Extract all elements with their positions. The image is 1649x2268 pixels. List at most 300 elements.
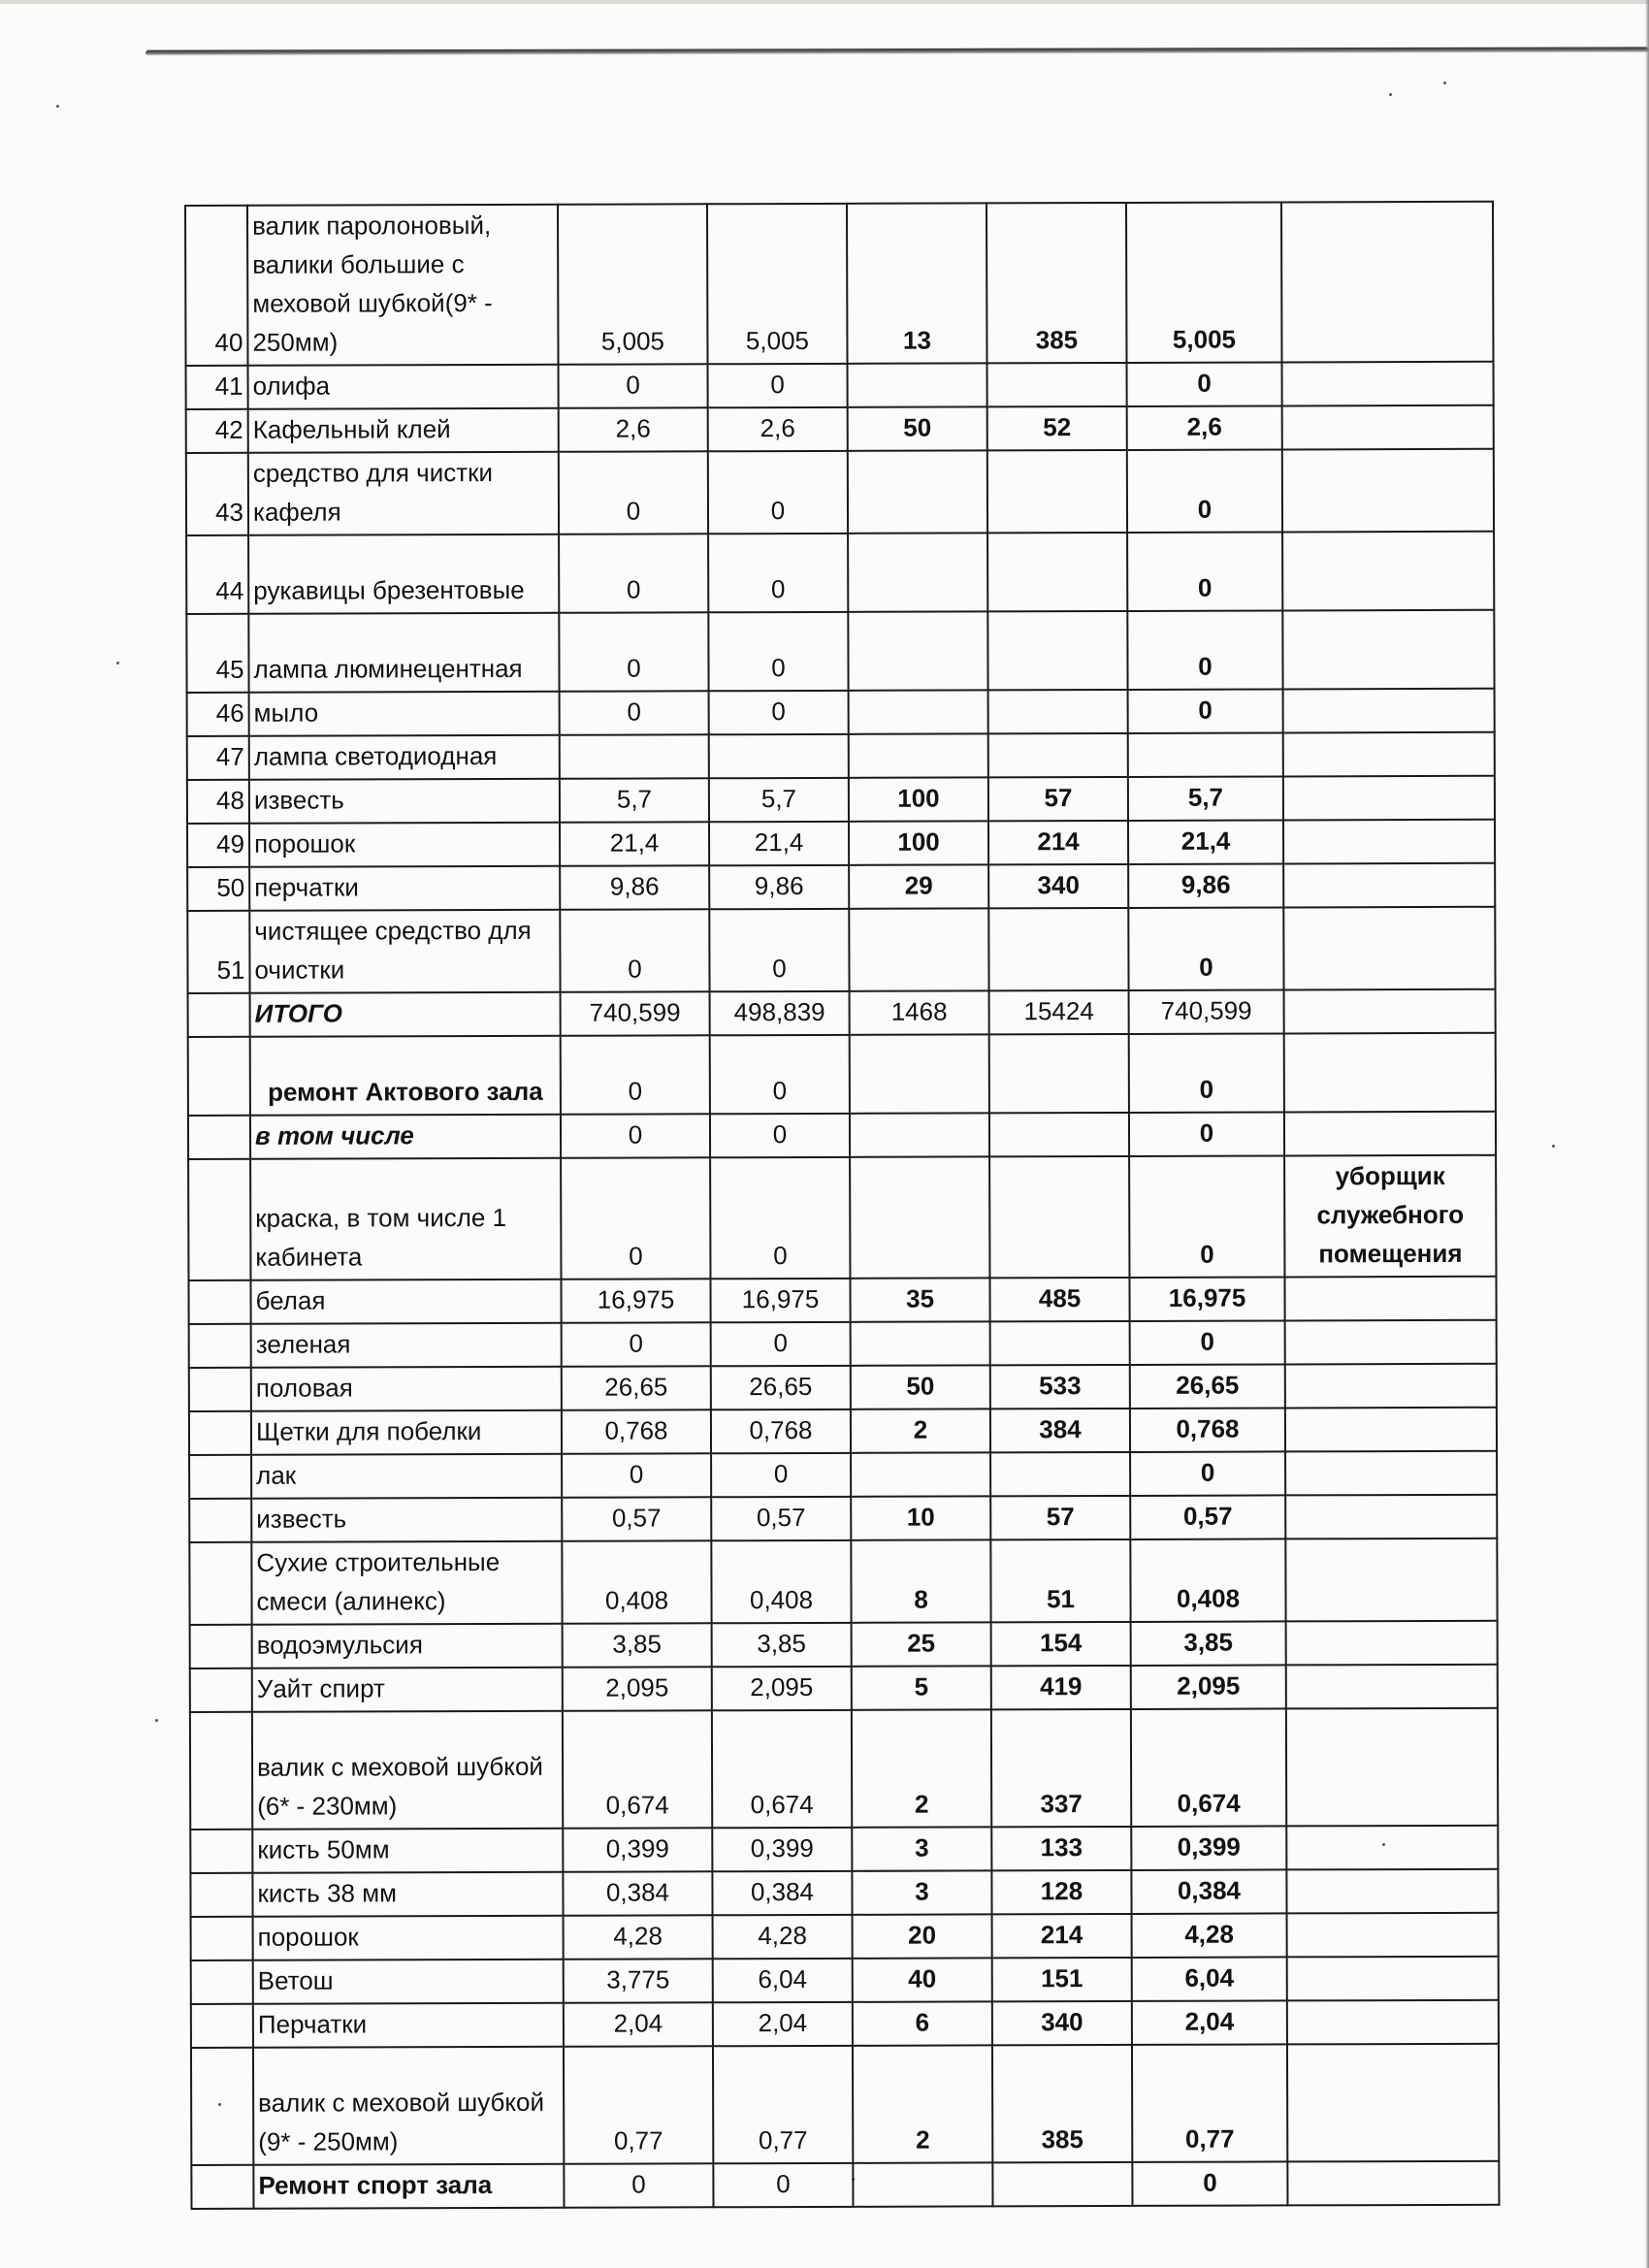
note <box>1286 1826 1498 1870</box>
item-name: чистящее средство для очистки <box>249 910 560 993</box>
note <box>1287 2044 1499 2162</box>
value-2: 2,6 <box>708 407 848 451</box>
quantity: 3 <box>852 1870 991 1914</box>
price: 214 <box>992 1914 1132 1958</box>
total-label: ИТОГО <box>250 992 561 1037</box>
total: 26,65 <box>1130 1364 1285 1409</box>
value-1: 0 <box>559 612 708 691</box>
note <box>1287 1913 1499 1958</box>
total: 2,095 <box>1131 1665 1286 1709</box>
value-2: 0,399 <box>712 1828 852 1871</box>
note <box>1282 610 1494 690</box>
value-1: 21,4 <box>560 822 709 865</box>
value-1: 0 <box>561 1035 710 1114</box>
note <box>1285 1539 1497 1622</box>
value-2: 9,86 <box>709 865 849 909</box>
item-name: белая <box>250 1280 561 1324</box>
table-row <box>191 1913 1499 1960</box>
item-name: лампа люминецентная <box>248 613 559 693</box>
total: 5,7 <box>1128 776 1283 821</box>
row-number <box>191 1960 253 2004</box>
price: 151 <box>992 1958 1132 2001</box>
value-2 <box>709 734 849 778</box>
quantity: 40 <box>853 1958 992 2001</box>
row-number <box>191 2165 253 2209</box>
value-1: 0 <box>564 2163 713 2207</box>
quantity: 50 <box>851 1365 990 1409</box>
table-row <box>189 1408 1497 1455</box>
value-2: 26,65 <box>711 1366 851 1409</box>
item-name: зеленая <box>251 1323 562 1368</box>
section-title: ремонт Актового зала <box>250 1036 561 1116</box>
total <box>1128 732 1283 777</box>
item-name: валик паролоновый, валики большие с меховой шубкой(9* - 250мм) <box>247 205 559 366</box>
quantity: 25 <box>852 1622 991 1666</box>
value-2: 0,408 <box>711 1540 851 1623</box>
price <box>990 1452 1130 1496</box>
value-1: 0,57 <box>562 1497 711 1540</box>
value-2: 0,674 <box>712 1710 852 1828</box>
price: 340 <box>988 864 1128 908</box>
value-1: 0 <box>560 691 709 734</box>
table-row <box>189 1539 1497 1625</box>
table-row <box>188 1112 1496 1159</box>
note <box>1285 1364 1497 1409</box>
total: 0 <box>1129 1112 1284 1156</box>
total: 0 <box>1128 907 1283 990</box>
table-row <box>190 1869 1498 1917</box>
row-number <box>191 2048 253 2165</box>
table-row <box>190 1621 1498 1669</box>
row-number: 41 <box>186 366 248 409</box>
item-name: Сухие строительные смеси (алинекс) <box>251 1541 562 1625</box>
item-name: Уайт спирт <box>252 1668 563 1712</box>
total: 0,674 <box>1131 1708 1286 1827</box>
total: 0 <box>1127 532 1282 611</box>
note <box>1285 1320 1497 1365</box>
table-row <box>187 689 1495 736</box>
total-row <box>188 989 1496 1037</box>
table-row <box>191 1957 1499 2004</box>
subsection-label: в том числе <box>250 1115 561 1159</box>
row-number <box>189 1455 251 1499</box>
scan-right-edge <box>1645 0 1649 2268</box>
price <box>992 2162 1132 2206</box>
price <box>989 1156 1129 1278</box>
value-1: 0,77 <box>564 2046 713 2163</box>
note <box>1283 689 1495 733</box>
quantity: 5 <box>852 1666 991 1709</box>
note <box>1282 405 1494 450</box>
note <box>1283 732 1495 777</box>
value-1: 0,408 <box>562 1540 711 1623</box>
total: 0,768 <box>1130 1408 1285 1452</box>
value-2: 0,768 <box>711 1409 851 1453</box>
note <box>1282 532 1494 611</box>
scan-top-edge <box>0 0 1649 4</box>
note <box>1287 1957 1499 2001</box>
quantity <box>850 1034 989 1113</box>
table-row <box>186 362 1494 409</box>
total: 0,408 <box>1130 1539 1285 1622</box>
row-number <box>189 1368 251 1411</box>
note <box>1285 1495 1497 1539</box>
scan-speck <box>1552 1145 1555 1148</box>
quantity: 20 <box>853 1914 992 1958</box>
value-1: 0,768 <box>562 1409 711 1453</box>
price: 485 <box>989 1278 1129 1321</box>
value-2: 0 <box>711 1322 851 1366</box>
price: 384 <box>990 1409 1130 1452</box>
total: 5,005 <box>1126 202 1282 363</box>
note <box>1287 2161 1499 2206</box>
value-1: 2,095 <box>563 1667 712 1710</box>
note <box>1282 362 1494 406</box>
row-number <box>191 2004 253 2048</box>
row-number <box>190 1625 252 1669</box>
total: 3,85 <box>1131 1621 1286 1666</box>
total: 0,77 <box>1132 2044 1287 2162</box>
row-number: 42 <box>186 409 248 453</box>
value-1: 3,85 <box>563 1623 712 1667</box>
position-note: уборщик служебного помещения <box>1284 1155 1496 1278</box>
table-row <box>190 1708 1498 1830</box>
quantity <box>849 690 988 733</box>
quantity <box>853 2162 992 2206</box>
price: 52 <box>987 406 1127 450</box>
row-number <box>188 1280 250 1324</box>
row-number <box>190 1830 252 1873</box>
table-row <box>187 820 1495 867</box>
quantity <box>848 363 987 406</box>
value-2: 0 <box>708 364 848 407</box>
price: 15424 <box>989 990 1129 1034</box>
price <box>987 533 1127 611</box>
quantity <box>848 611 987 690</box>
table-row <box>191 2000 1499 2048</box>
scan-speck <box>116 662 119 664</box>
table-row <box>189 1451 1497 1499</box>
note <box>1283 820 1495 864</box>
price: 340 <box>992 2001 1132 2045</box>
table-row <box>190 1826 1498 1873</box>
quantity <box>850 1113 989 1156</box>
price: 133 <box>991 1827 1131 1870</box>
quantity: 10 <box>851 1496 990 1539</box>
note <box>1281 202 1494 363</box>
price <box>990 1321 1130 1365</box>
price <box>988 908 1128 990</box>
item-name: кисть 50мм <box>252 1829 563 1873</box>
total: 2,04 <box>1132 2000 1287 2045</box>
row-number <box>189 1499 251 1542</box>
price <box>989 1113 1129 1156</box>
scan-speck <box>1443 81 1446 84</box>
quantity <box>849 733 988 777</box>
row-number <box>190 1669 252 1712</box>
quantity: 29 <box>849 864 988 908</box>
table-row <box>187 907 1495 993</box>
row-number <box>188 1116 250 1159</box>
quantity: 13 <box>847 203 987 363</box>
value-1: 0 <box>559 534 708 612</box>
value-2: 21,4 <box>709 822 849 865</box>
table-row <box>189 1364 1497 1411</box>
value-1: 2,04 <box>564 2002 713 2046</box>
value-1 <box>560 734 709 778</box>
value-2: 6,04 <box>713 1959 853 2002</box>
value-1: 9,86 <box>560 865 709 909</box>
row-number <box>188 1159 250 1280</box>
value-2: 0 <box>710 1157 850 1279</box>
price: 57 <box>988 777 1128 821</box>
item-name: порошок <box>249 823 560 867</box>
quantity: 100 <box>849 777 988 821</box>
item-name: лак <box>251 1454 562 1499</box>
note <box>1283 907 1495 990</box>
row-number: 46 <box>187 693 249 736</box>
price <box>988 690 1128 733</box>
row-number: 48 <box>187 780 249 824</box>
table-row <box>187 732 1495 780</box>
table-row <box>187 776 1495 824</box>
table-row <box>185 202 1494 366</box>
table-row <box>186 532 1494 614</box>
scan-speck <box>56 105 59 108</box>
value-1: 740,599 <box>561 991 710 1035</box>
table-row <box>189 1495 1497 1542</box>
table-row <box>186 449 1494 535</box>
section-row <box>188 1033 1496 1116</box>
total: 0 <box>1129 1033 1284 1113</box>
total: 740,599 <box>1129 989 1284 1034</box>
row-number: 51 <box>187 911 249 993</box>
price: 385 <box>986 203 1127 363</box>
value-2: 0,384 <box>712 1871 852 1915</box>
note <box>1286 1621 1498 1666</box>
value-1: 0 <box>562 1453 711 1497</box>
total: 21,4 <box>1128 820 1283 864</box>
quantity: 1468 <box>850 990 989 1034</box>
item-name: половая <box>251 1367 562 1411</box>
value-1: 0,399 <box>563 1828 712 1871</box>
value-2: 0 <box>708 534 848 612</box>
value-1: 4,28 <box>564 1915 713 1959</box>
item-name: перчатки <box>249 866 560 911</box>
quantity <box>848 533 987 611</box>
note <box>1286 1869 1498 1914</box>
price: 385 <box>992 2045 1132 2162</box>
row-number <box>189 1411 251 1455</box>
value-2: 5,005 <box>707 204 848 364</box>
quantity <box>851 1452 990 1496</box>
note <box>1285 1408 1497 1452</box>
row-number: 43 <box>186 453 248 535</box>
materials-table <box>184 201 1500 2210</box>
value-1: 26,65 <box>562 1366 711 1409</box>
table-row <box>188 1155 1496 1280</box>
row-number: 49 <box>187 824 249 867</box>
total: 0 <box>1130 1320 1285 1365</box>
row-number <box>188 993 250 1037</box>
quantity: 100 <box>849 821 988 864</box>
value-2: 0 <box>709 691 849 734</box>
item-name: Перчатки <box>253 2003 564 2048</box>
value-2: 0 <box>710 1035 850 1114</box>
quantity <box>850 1156 989 1278</box>
quantity: 6 <box>853 2001 992 2045</box>
value-1: 5,005 <box>558 204 708 364</box>
price: 51 <box>990 1539 1130 1622</box>
price: 533 <box>990 1365 1130 1409</box>
total: 0,57 <box>1130 1495 1285 1539</box>
value-2: 5,7 <box>709 778 849 822</box>
value-2: 0,77 <box>713 2046 853 2163</box>
note <box>1286 1665 1498 1709</box>
table-row <box>191 2044 1499 2165</box>
price <box>987 450 1127 533</box>
row-number: 47 <box>187 736 249 780</box>
price: 419 <box>991 1666 1131 1709</box>
value-1: 2,6 <box>559 407 708 451</box>
section-row <box>191 2161 1499 2209</box>
scan-speck <box>1389 93 1392 96</box>
price: 128 <box>991 1870 1131 1914</box>
note <box>1283 863 1495 908</box>
total: 0 <box>1130 1451 1285 1496</box>
item-name: известь <box>251 1498 562 1542</box>
scan-speck <box>155 1719 158 1722</box>
row-number <box>190 1873 252 1917</box>
item-name: Ветош <box>253 1960 564 2004</box>
table-row <box>186 610 1494 693</box>
total: 0 <box>1127 362 1282 406</box>
row-number <box>189 1324 251 1368</box>
value-2: 0 <box>710 1114 850 1157</box>
total: 16,975 <box>1129 1277 1284 1321</box>
total: 6,04 <box>1132 1957 1287 2001</box>
table-row <box>188 1277 1496 1324</box>
note <box>1283 776 1495 821</box>
value-2: 16,975 <box>710 1279 850 1322</box>
row-number: 45 <box>186 614 248 693</box>
total: 0 <box>1128 689 1283 733</box>
value-2: 2,095 <box>712 1667 852 1710</box>
table-row <box>187 863 1495 911</box>
table-row <box>186 405 1494 453</box>
note <box>1287 2000 1499 2045</box>
value-2: 0,57 <box>711 1497 851 1540</box>
item-name: Щетки для побелки <box>251 1410 562 1455</box>
quantity <box>848 450 987 533</box>
value-2: 498,839 <box>710 991 850 1035</box>
item-name: рукавицы брезентовые <box>248 535 559 614</box>
note <box>1282 449 1494 533</box>
total: 0 <box>1132 2161 1287 2206</box>
total: 0,384 <box>1131 1869 1286 1914</box>
row-number <box>190 1712 252 1830</box>
item-name: олифа <box>248 365 559 409</box>
item-name: порошок <box>253 1916 564 1960</box>
scan-paper-edge <box>146 47 1649 55</box>
row-number <box>188 1037 250 1116</box>
quantity <box>851 1321 990 1365</box>
item-name: известь <box>249 779 560 824</box>
value-2: 0 <box>708 612 848 691</box>
value-1: 0 <box>560 909 709 991</box>
value-1: 0 <box>561 1157 710 1279</box>
quantity: 8 <box>851 1539 990 1622</box>
total: 0 <box>1127 449 1282 533</box>
value-1: 0 <box>559 364 708 407</box>
note <box>1284 1112 1496 1156</box>
value-2: 0 <box>708 451 848 534</box>
value-2: 0 <box>709 909 849 991</box>
value-2: 2,04 <box>713 2002 853 2046</box>
quantity: 2 <box>853 2045 992 2162</box>
value-1: 16,975 <box>561 1279 710 1322</box>
note <box>1284 1277 1496 1321</box>
row-number: 44 <box>186 535 248 614</box>
value-2: 3,85 <box>712 1623 852 1667</box>
row-number: 50 <box>187 867 249 911</box>
item-name: лампа светодиодная <box>249 735 560 780</box>
total: 0 <box>1127 610 1282 690</box>
value-2: 4,28 <box>713 1915 853 1959</box>
item-name: валик с меховой шубкой (6* - 230мм) <box>252 1711 563 1830</box>
value-1: 0,384 <box>563 1871 712 1915</box>
price: 57 <box>990 1496 1130 1539</box>
total: 0,399 <box>1131 1826 1286 1870</box>
value-1: 0 <box>559 451 708 534</box>
total: 9,86 <box>1128 863 1283 908</box>
item-name: кисть 38 мм <box>252 1872 563 1917</box>
price <box>989 1034 1129 1113</box>
value-2: 0 <box>711 1453 851 1497</box>
price <box>987 611 1127 690</box>
row-number <box>191 1917 253 1960</box>
item-name: краска, в том числе 1 кабинета <box>250 1158 561 1280</box>
total: 4,28 <box>1132 1913 1287 1958</box>
total: 2,6 <box>1127 405 1282 450</box>
item-name: Кафельный клей <box>248 408 559 453</box>
table-row <box>189 1320 1497 1368</box>
quantity: 2 <box>851 1409 990 1452</box>
value-1: 5,7 <box>560 778 709 822</box>
price: 154 <box>991 1622 1131 1666</box>
value-1: 0 <box>561 1114 710 1157</box>
note <box>1284 1033 1496 1113</box>
quantity: 2 <box>852 1709 991 1827</box>
price <box>987 363 1127 406</box>
section-title: Ремонт спорт зала <box>253 2164 564 2209</box>
value-1: 0 <box>562 1322 711 1366</box>
row-number: 40 <box>185 206 248 366</box>
quantity <box>849 908 988 990</box>
item-name: средство для чистки кафеля <box>248 452 559 535</box>
row-number <box>189 1542 251 1625</box>
value-1: 0,674 <box>563 1710 712 1828</box>
price: 214 <box>988 821 1128 864</box>
item-name: мыло <box>249 692 560 736</box>
table-row <box>190 1665 1498 1712</box>
quantity: 3 <box>852 1827 991 1870</box>
note <box>1284 989 1496 1034</box>
note <box>1286 1708 1498 1827</box>
quantity: 50 <box>848 406 987 450</box>
item-name: валик с меховой шубкой (9* - 250мм) <box>253 2047 564 2165</box>
value-2: 0 <box>713 2163 853 2207</box>
